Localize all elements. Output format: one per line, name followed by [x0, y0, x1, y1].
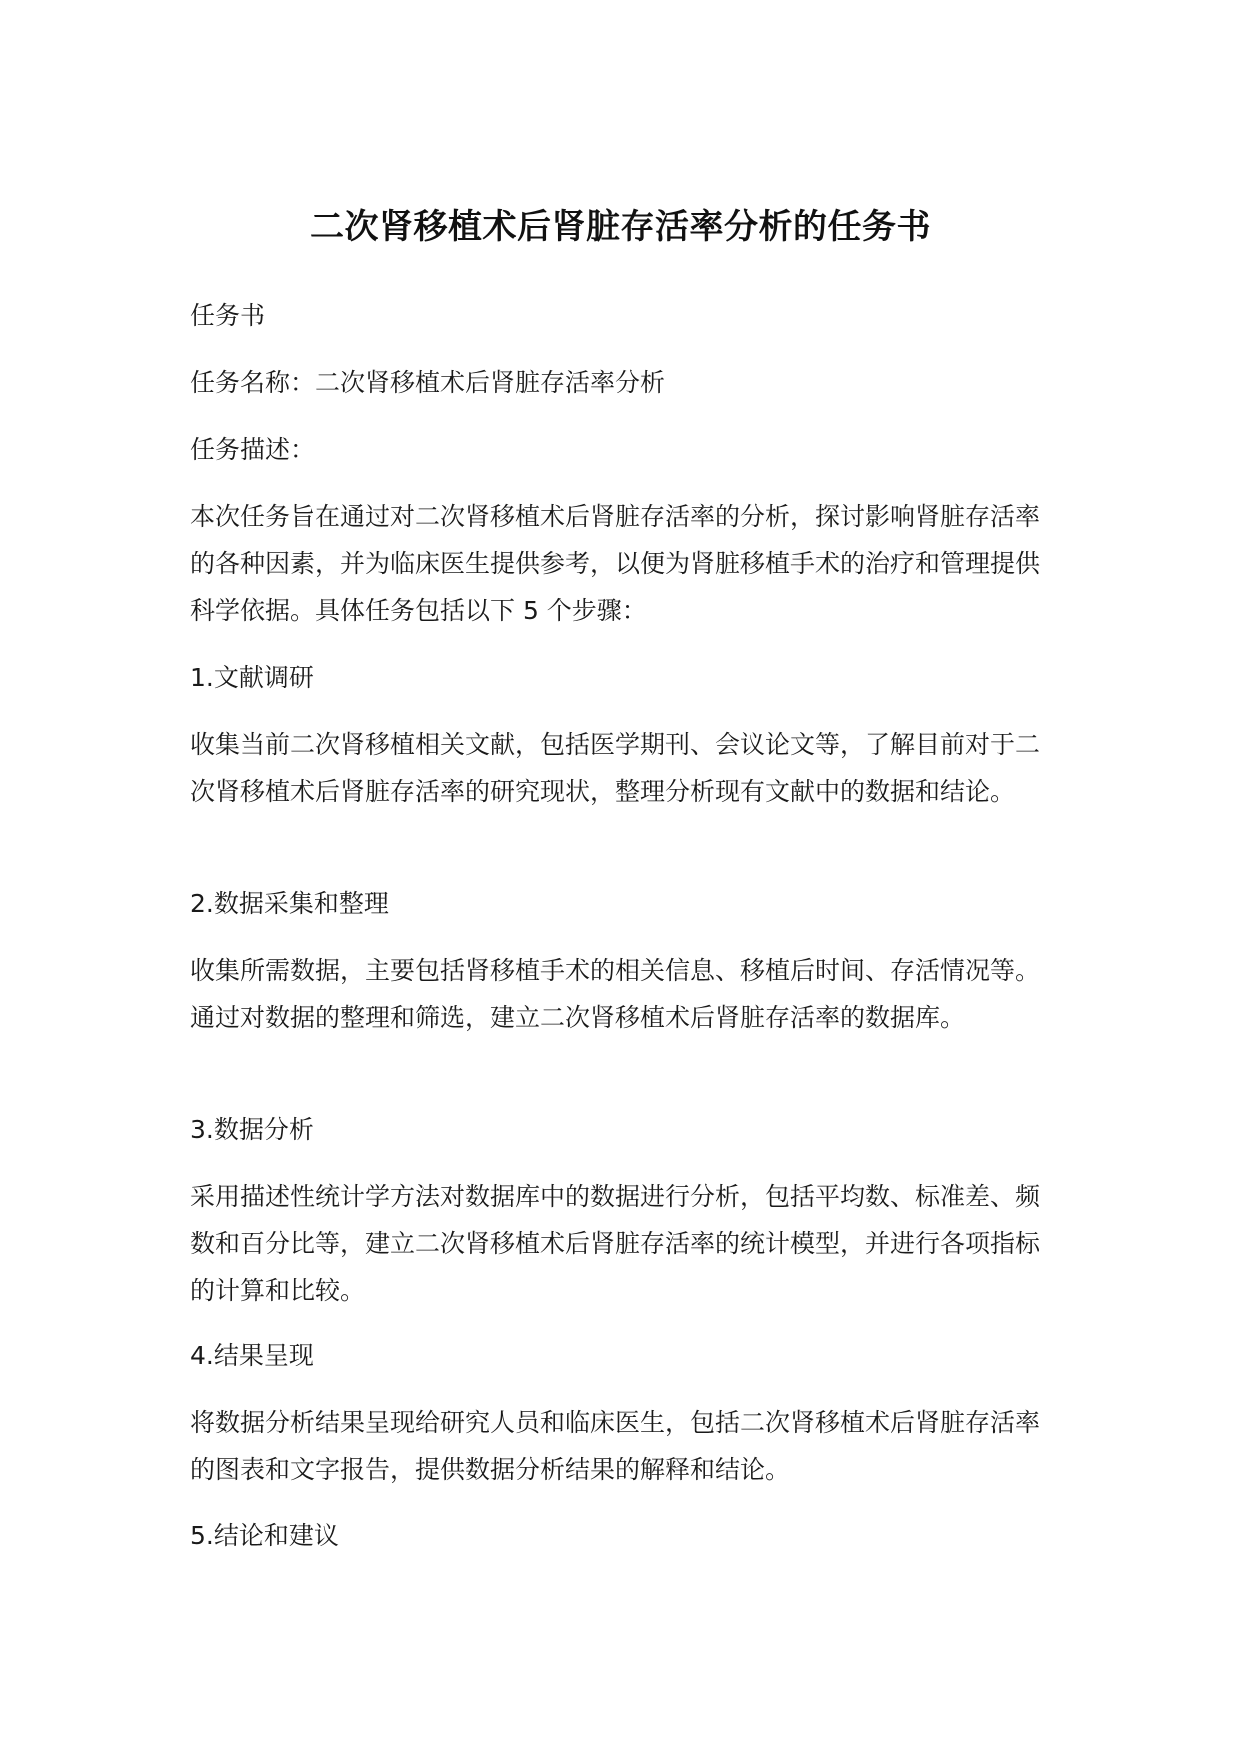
label-task-book: 任务书 — [190, 301, 266, 330]
step-1-paragraph: 收集当前二次肾移植相关文献，包括医学期刊、会议论文等，了解目前对于二次肾移植术后肾脏存活率的研究现状，整理分析现有文献中的数据和结论。 — [190, 730, 1041, 806]
task-name: 任务名称：二次肾移植术后肾脏存活率分析 — [190, 368, 666, 397]
step-4-paragraph: 将数据分析结果呈现给研究人员和临床医生，包括二次肾移植术后肾脏存活率的图表和文字报告，提供数据分析结果的解释和结论。 — [190, 1408, 1041, 1484]
step-2-paragraph: 收集所需数据，主要包括肾移植手术的相关信息、移植后时间、存活情况等。通过对数据的整理和筛选，建立二次肾移植术后肾脏存活率的数据库。 — [190, 956, 1041, 1032]
step-2-heading: 2.数据采集和整理 — [190, 889, 389, 918]
task-description-paragraph: 本次任务旨在通过对二次肾移植术后肾脏存活率的分析，探讨影响肾脏存活率的各种因素，并为临床医生提供参考，以便为肾脏移植手术的治疗和管理提供科学依据。具体任务包括以下 5 个步骤： — [190, 502, 1041, 625]
step-3-heading: 3.数据分析 — [190, 1115, 314, 1144]
step-4-heading: 4.结果呈现 — [190, 1341, 314, 1370]
step-1-heading: 1.文献调研 — [190, 663, 314, 692]
task-description-label: 任务描述： — [190, 435, 316, 464]
document-title: 二次肾移植术后肾脏存活率分析的任务书 — [310, 206, 931, 247]
step-5-heading: 5.结论和建议 — [190, 1521, 339, 1550]
step-3-paragraph: 采用描述性统计学方法对数据库中的数据进行分析，包括平均数、标准差、频数和百分比等，建立二次肾移植术后肾脏存活率的统计模型，并进行各项指标的计算和比较。 — [190, 1182, 1041, 1305]
